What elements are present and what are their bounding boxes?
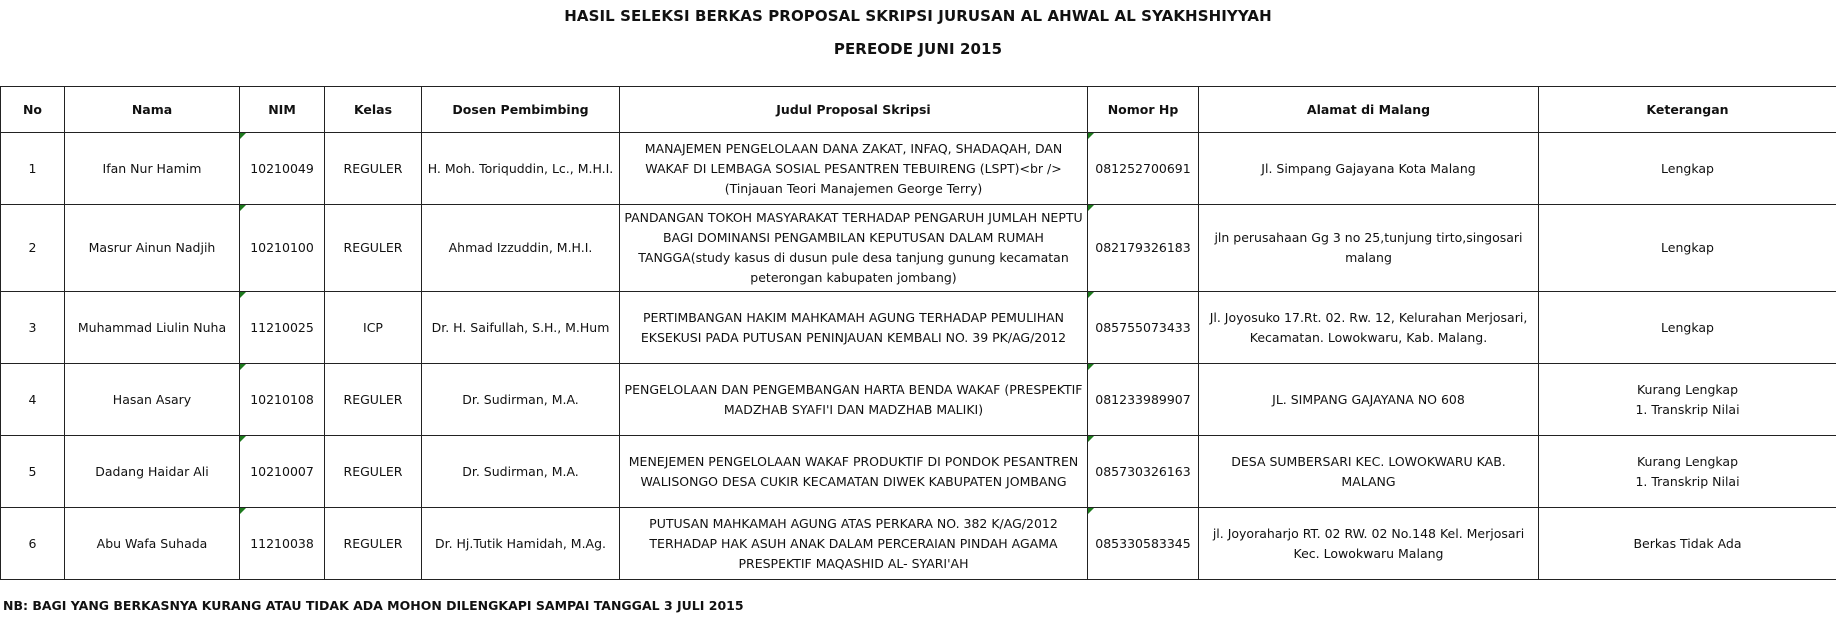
keterangan-status: Berkas Tidak Ada (1633, 535, 1742, 551)
keterangan-status: Kurang Lengkap (1636, 453, 1739, 469)
cell-dosen: Ahmad Izzuddin, M.H.I. (422, 205, 620, 292)
cell-alamat: jl. Joyoraharjo RT. 02 RW. 02 No.148 Kel. Merjosari Kec. Lowokwaru Malang (1199, 508, 1539, 580)
keterangan-detail: 1. Transkrip Nilai (1635, 473, 1740, 489)
cell-alamat: Jl. Joyosuko 17.Rt. 02. Rw. 12, Kelurahan Merjosari, Kecamatan. Lowokwaru, Kab. Malang. (1199, 292, 1539, 364)
table-row (1, 364, 1836, 436)
cell-hp: 085330583345 (1088, 508, 1199, 580)
cell-kelas: REGULER (325, 205, 422, 292)
selection-results-table (0, 86, 1836, 580)
cell-dosen: Dr. Sudirman, M.A. (422, 364, 620, 436)
cell-nim: 10210100 (240, 205, 325, 292)
header-alamat: Alamat di Malang (1199, 87, 1539, 133)
table-row (1, 436, 1836, 508)
cell-kelas: REGULER (325, 364, 422, 436)
document-period: PEREODE JUNI 2015 (833, 40, 1003, 58)
cell-kelas: REGULER (325, 436, 422, 508)
cell-dosen: Dr. Sudirman, M.A. (422, 436, 620, 508)
cell-nim: 10210007 (240, 436, 325, 508)
cell-dosen: Dr. Hj.Tutik Hamidah, M.Ag. (422, 508, 620, 580)
cell-nim: 10210108 (240, 364, 325, 436)
cell-hp: 085730326163 (1088, 436, 1199, 508)
cell-nama: Dadang Haidar Ali (65, 436, 240, 508)
table-header-row (1, 87, 1836, 133)
cell-hp: 081233989907 (1088, 364, 1199, 436)
header-kelas: Kelas (325, 87, 422, 133)
header-hp: Nomor Hp (1088, 87, 1199, 133)
cell-keterangan (1539, 364, 1836, 436)
cell-no: 1 (1, 133, 65, 205)
cell-no: 6 (1, 508, 65, 580)
cell-no: 3 (1, 292, 65, 364)
cell-no: 4 (1, 364, 65, 436)
table-row (1, 292, 1836, 364)
cell-judul: PUTUSAN MAHKAMAH AGUNG ATAS PERKARA NO. 382 K/AG/2012 TERHADAP HAK ASUH ANAK DALAM PERCERAIAN PINDAH AGAMA PRESPEKTIF MAQASHID AL- SYARI'AH (620, 508, 1088, 580)
header-no: No (1, 87, 65, 133)
cell-nim: 11210038 (240, 508, 325, 580)
cell-kelas: REGULER (325, 508, 422, 580)
cell-judul: MENEJEMEN PENGELOLAAN WAKAF PRODUKTIF DI PONDOK PESANTREN WALISONGO DESA CUKIR KECAMATAN DIWEK KABUPATEN JOMBANG (620, 436, 1088, 508)
table-row (1, 508, 1836, 580)
keterangan-status: Kurang Lengkap (1636, 381, 1739, 397)
keterangan-status: Lengkap (1661, 319, 1714, 335)
cell-keterangan (1539, 436, 1836, 508)
cell-keterangan (1539, 205, 1836, 292)
cell-nim: 11210025 (240, 292, 325, 364)
cell-dosen: Dr. H. Saifullah, S.H., M.Hum (422, 292, 620, 364)
cell-hp: 081252700691 (1088, 133, 1199, 205)
keterangan-status: Lengkap (1661, 160, 1714, 176)
table-row (1, 133, 1836, 205)
cell-keterangan (1539, 508, 1836, 580)
cell-hp: 085755073433 (1088, 292, 1199, 364)
cell-alamat: JL. SIMPANG GAJAYANA NO 608 (1199, 364, 1539, 436)
keterangan-status: Lengkap (1661, 240, 1714, 255)
cell-keterangan (1539, 133, 1836, 205)
cell-no: 5 (1, 436, 65, 508)
header-nim: NIM (240, 87, 325, 133)
cell-judul: PANDANGAN TOKOH MASYARAKAT TERHADAP PENGARUH JUMLAH NEPTU BAGI DOMINANSI PENGAMBILAN KEPUTUSAN DALAM RUMAH TANGGA(study kasus di dusun pule desa tanjung gunung kecamatan peterongan kabupaten jombang) (620, 205, 1088, 292)
cell-nama: Ifan Nur Hamim (65, 133, 240, 205)
cell-nama: Abu Wafa Suhada (65, 508, 240, 580)
header-nama: Nama (65, 87, 240, 133)
header-dosen: Dosen Pembimbing (422, 87, 620, 133)
table-row (1, 205, 1836, 292)
header-keterangan: Keterangan (1539, 87, 1836, 133)
footnote: NB: BAGI YANG BERKASNYA KURANG ATAU TIDAK ADA MOHON DILENGKAPI SAMPAI TANGGAL 3 JULI 2015 (3, 598, 744, 613)
header-judul: Judul Proposal Skripsi (620, 87, 1088, 133)
cell-judul: MANAJEMEN PENGELOLAAN DANA ZAKAT, INFAQ, SHADAQAH, DAN WAKAF DI LEMBAGA SOSIAL PESANTREN TEBUIRENG (LSPT)<br /> (Tinjauan Teori Manajemen George Terry) (620, 133, 1088, 205)
keterangan-detail: 1. Transkrip Nilai (1635, 401, 1740, 417)
cell-nama: Masrur Ainun Nadjih (65, 205, 240, 292)
cell-nim: 10210049 (240, 133, 325, 205)
cell-dosen: H. Moh. Toriquddin, Lc., M.H.I. (422, 133, 620, 205)
cell-kelas: ICP (325, 292, 422, 364)
cell-no: 2 (1, 205, 65, 292)
cell-judul: PENGELOLAAN DAN PENGEMBANGAN HARTA BENDA WAKAF (PRESPEKTIF MADZHAB SYAFI'I DAN MADZHAB MALIKI) (620, 364, 1088, 436)
cell-nama: Hasan Asary (65, 364, 240, 436)
cell-alamat: Jl. Simpang Gajayana Kota Malang (1199, 133, 1539, 205)
cell-nama: Muhammad Liulin Nuha (65, 292, 240, 364)
cell-hp: 082179326183 (1088, 205, 1199, 292)
document-title: HASIL SELEKSI BERKAS PROPOSAL SKRIPSI JURUSAN AL AHWAL AL SYAKHSHIYYAH (564, 7, 1272, 25)
cell-alamat: jln perusahaan Gg 3 no 25,tunjung tirto,singosari malang (1199, 205, 1539, 292)
cell-kelas: REGULER (325, 133, 422, 205)
cell-judul: PERTIMBANGAN HAKIM MAHKAMAH AGUNG TERHADAP PEMULIHAN EKSEKUSI PADA PUTUSAN PENINJAUAN KEMBALI NO. 39 PK/AG/2012 (620, 292, 1088, 364)
cell-keterangan (1539, 292, 1836, 364)
cell-alamat: DESA SUMBERSARI KEC. LOWOKWARU KAB. MALANG (1199, 436, 1539, 508)
